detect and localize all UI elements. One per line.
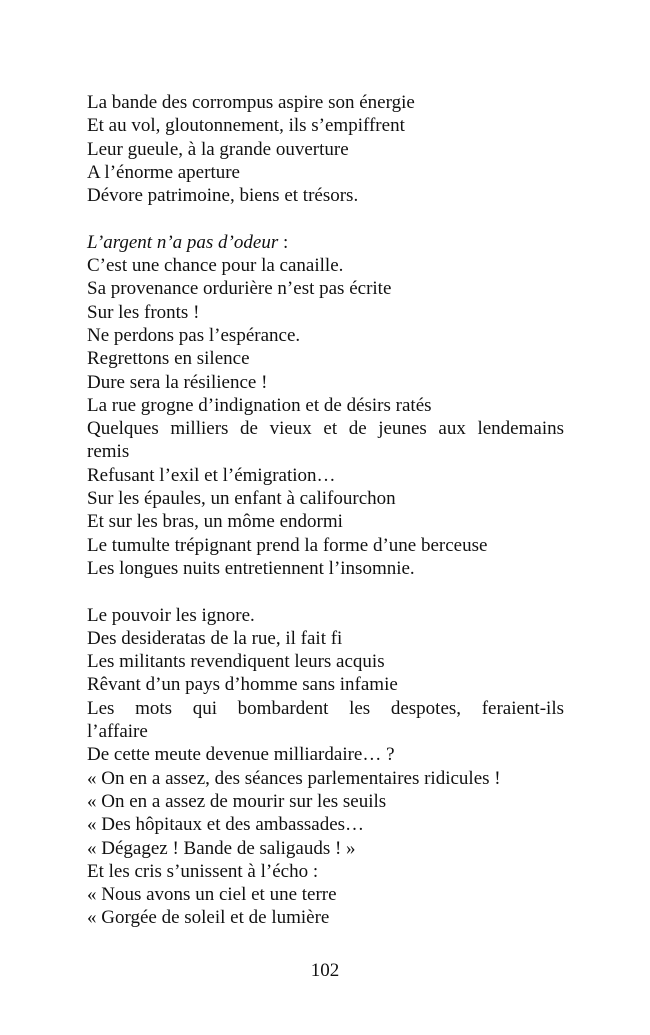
verse-line: La bande des corrompus aspire son énergie bbox=[87, 92, 415, 113]
stanza-1 bbox=[87, 91, 564, 207]
verse-line: Et sur les bras, un môme endormi bbox=[87, 511, 343, 533]
verse-line: Dévore patrimoine, biens et trésors. bbox=[87, 185, 359, 207]
verse-line: Ne perdons pas l’espérance. bbox=[87, 324, 301, 346]
verse-line: « On en a assez de mourir sur les seuils bbox=[87, 790, 387, 812]
page-number: 102 bbox=[310, 960, 340, 981]
verse-line: C’est une chance pour la canaille. bbox=[87, 255, 344, 277]
verse-line: Sur les fronts ! bbox=[87, 301, 200, 323]
italic-suffix: : bbox=[278, 231, 289, 253]
verse-line-continuation: l’affaire bbox=[87, 721, 148, 743]
verse-line: Et au vol, gloutonnement, ils s’empiffrent bbox=[87, 115, 405, 137]
verse-line: Et les cris s’unissent à l’écho : bbox=[87, 860, 319, 882]
verse-line-italic-quote bbox=[87, 231, 564, 254]
verse-line: « On en a assez, des séances parlementaires ridicules ! bbox=[87, 767, 501, 789]
stanza-2 bbox=[87, 231, 564, 580]
verse-line: Des desideratas de la rue, il fait fi bbox=[87, 627, 343, 649]
poem-text bbox=[87, 91, 564, 930]
verse-line: De cette meute devenue milliardaire… ? bbox=[87, 744, 395, 766]
verse-line: « Nous avons un ciel et une terre bbox=[87, 884, 337, 906]
verse-line-justified: Quelques milliers de vieux et de jeunes aux lendemains bbox=[87, 418, 564, 440]
verse-line: A l’énorme aperture bbox=[87, 161, 240, 183]
verse-line: Leur gueule, à la grande ouverture bbox=[87, 138, 349, 160]
verse-line: Rêvant d’un pays d’homme sans infamie bbox=[87, 674, 398, 696]
verse-line: Regrettons en silence bbox=[87, 348, 250, 370]
stanza-3 bbox=[87, 604, 564, 930]
verse-line: Les militants revendiquent leurs acquis bbox=[87, 651, 385, 673]
verse-line-justified: Les mots qui bombardent les despotes, feraient-ils bbox=[87, 697, 564, 719]
verse-line: Dure sera la résilience ! bbox=[87, 371, 268, 393]
verse-line: Le tumulte trépignant prend la forme d’une berceuse bbox=[87, 534, 488, 556]
verse-line: « Des hôpitaux et des ambassades… bbox=[87, 814, 365, 836]
verse-line: Refusant l’exil et l’émigration… bbox=[87, 464, 336, 486]
verse-line: Le pouvoir les ignore. bbox=[87, 604, 255, 626]
verse-line: « Gorgée de soleil et de lumière bbox=[87, 907, 330, 929]
verse-line: Sur les épaules, un enfant à califourchon bbox=[87, 488, 396, 510]
verse-line: « Dégagez ! Bande de saligauds ! » bbox=[87, 837, 356, 859]
verse-line: Sa provenance ordurière n’est pas écrite bbox=[87, 278, 392, 300]
verse-line: Les longues nuits entretiennent l’insomnie. bbox=[87, 557, 415, 579]
verse-line: La rue grogne d’indignation et de désirs ratés bbox=[87, 394, 432, 416]
verse-line-continuation: remis bbox=[87, 441, 130, 463]
italic-phrase: L’argent n’a pas d’odeur bbox=[87, 231, 279, 253]
